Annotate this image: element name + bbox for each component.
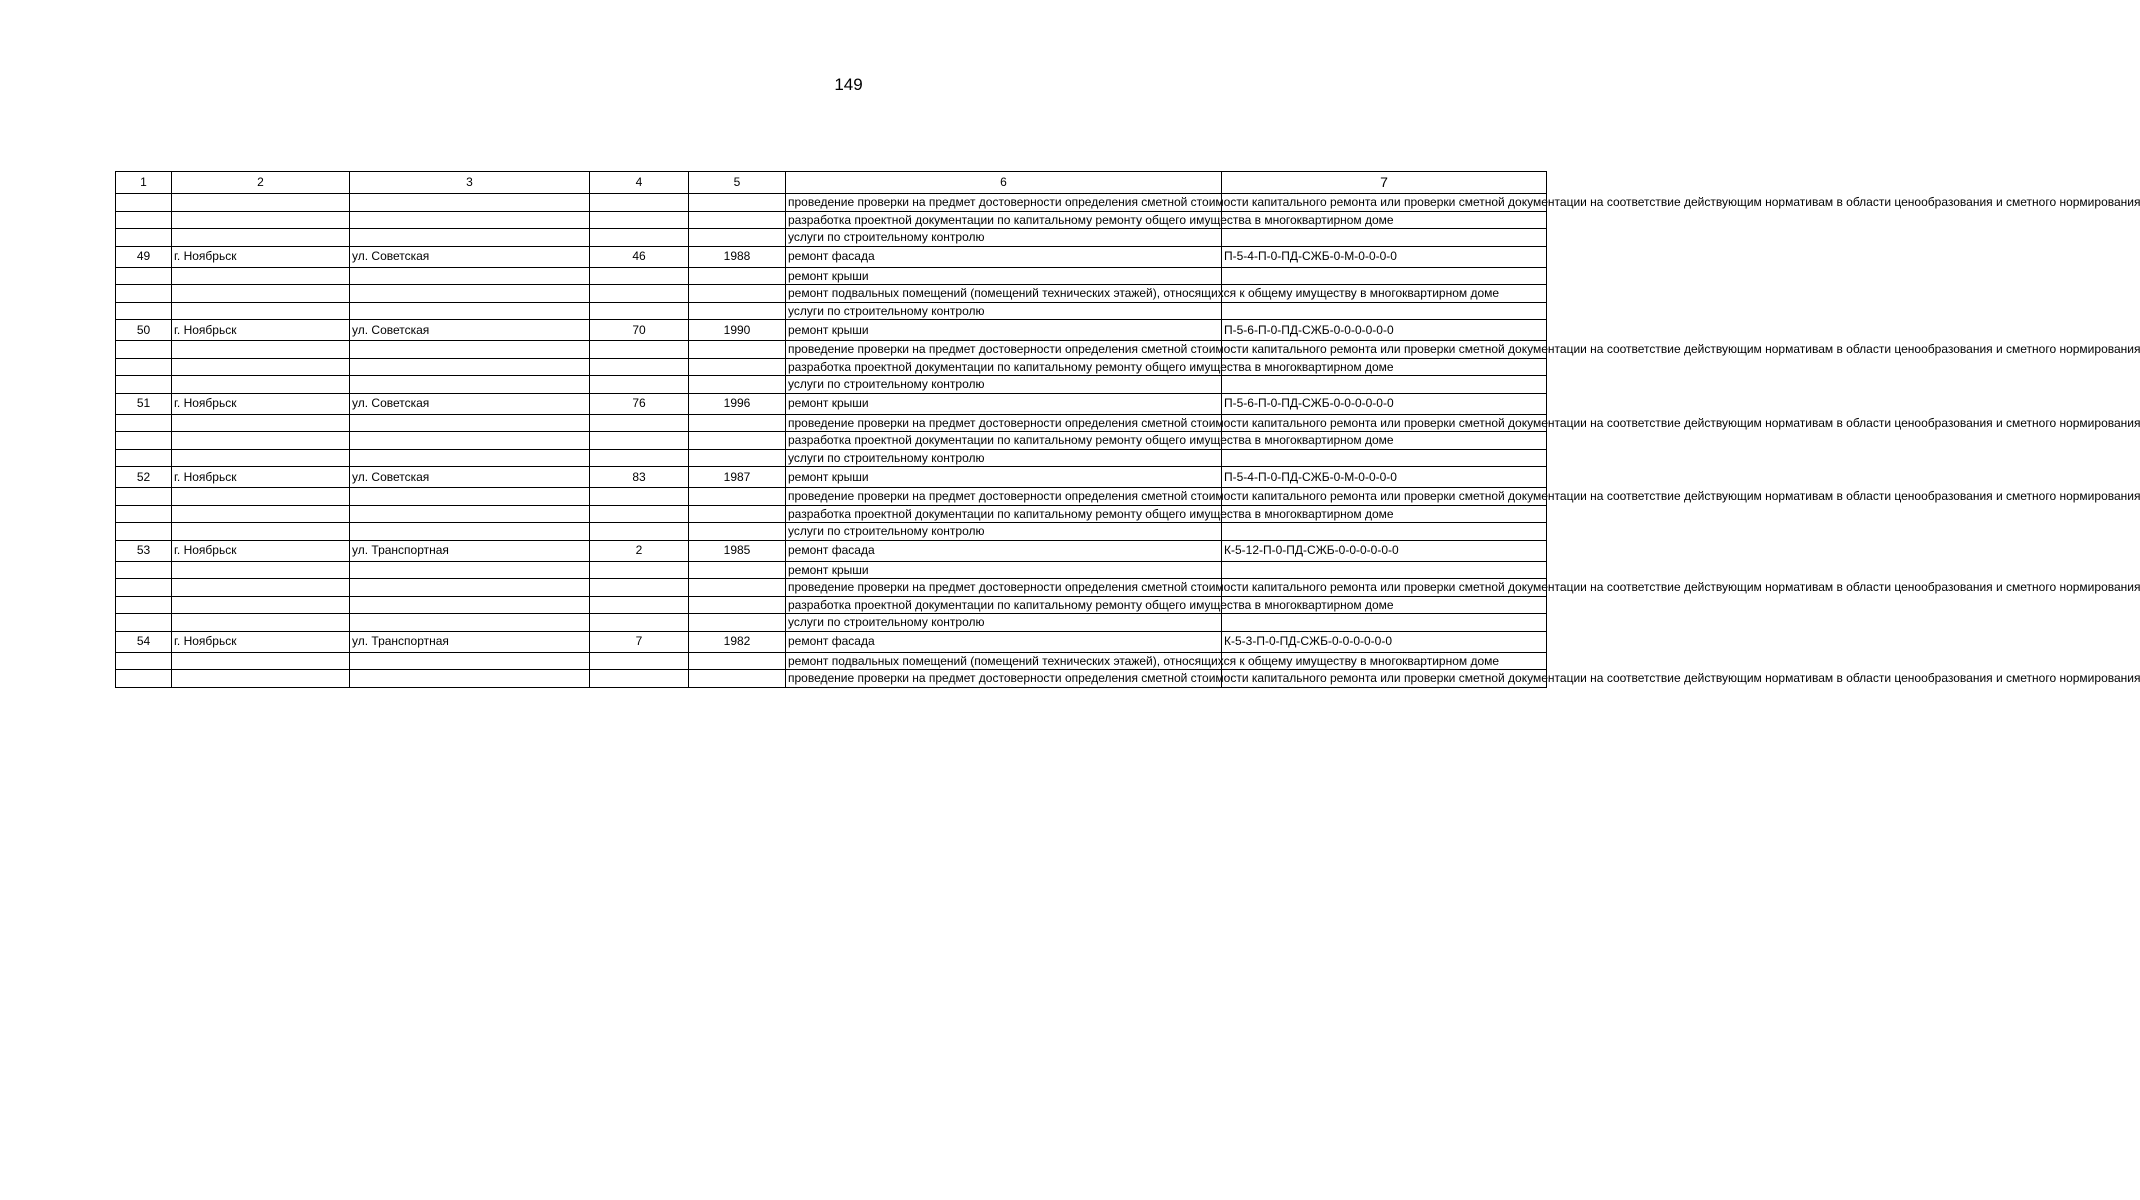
street-cell: [350, 505, 590, 523]
building-code-cell: П-5-4-П-0-ПД-СЖБ-0-М-0-0-0-0: [1222, 467, 1547, 488]
build-year-cell: 1988: [689, 246, 786, 267]
city-cell: [172, 670, 350, 688]
row-number-cell: [116, 670, 172, 688]
city-cell: [172, 614, 350, 632]
build-year-cell: [689, 211, 786, 229]
row-number-cell: [116, 652, 172, 670]
table-body: [116, 194, 2140, 688]
house-number-cell: [590, 488, 689, 506]
city-cell: [172, 267, 350, 285]
building-code-cell: [1222, 614, 1547, 632]
house-number-cell: [590, 376, 689, 394]
row-number-cell: 53: [116, 540, 172, 561]
house-number-cell: [590, 267, 689, 285]
city-cell: г. Ноябрьск: [172, 320, 350, 341]
column-header-3: 3: [350, 172, 590, 194]
row-number-cell: 54: [116, 631, 172, 652]
work-type-cell: проведение проверки на предмет достоверности определения сметной стоимости капитального ремонта или проверки сметной документации на соответствие действующим нормативам в области ценообразования и сметного нормирования: [786, 414, 1222, 432]
city-cell: [172, 414, 350, 432]
street-cell: [350, 670, 590, 688]
table-row: [116, 393, 1547, 414]
header-row: [116, 172, 1547, 194]
work-type-cell: проведение проверки на предмет достоверности определения сметной стоимости капитального ремонта или проверки сметной документации на соответствие действующим нормативам в области ценообразования и сметного нормирования: [786, 670, 1222, 688]
column-header-7: 7: [1222, 172, 1547, 194]
column-header-1: 1: [116, 172, 172, 194]
street-cell: [350, 229, 590, 247]
row-number-cell: [116, 376, 172, 394]
work-type-cell: ремонт крыши: [786, 267, 1222, 285]
table-row: [116, 229, 1547, 247]
build-year-cell: 1987: [689, 467, 786, 488]
table-row: [116, 505, 1547, 523]
work-type-cell: проведение проверки на предмет достоверности определения сметной стоимости капитального ремонта или проверки сметной документации на соответствие действующим нормативам в области ценообразования и сметного нормирования: [786, 341, 1222, 359]
building-code-cell: [1222, 376, 1547, 394]
house-number-cell: 83: [590, 467, 689, 488]
row-number-cell: [116, 302, 172, 320]
row-number-cell: [116, 229, 172, 247]
build-year-cell: 1996: [689, 393, 786, 414]
table-row: [116, 302, 1547, 320]
work-type-cell: ремонт фасада: [786, 246, 1222, 267]
city-cell: [172, 341, 350, 359]
house-number-cell: [590, 358, 689, 376]
street-cell: [350, 376, 590, 394]
work-type-cell: разработка проектной документации по капитальному ремонту общего имущества в многоквартирном доме: [786, 432, 1222, 450]
house-number-cell: [590, 432, 689, 450]
house-number-cell: [590, 523, 689, 541]
street-cell: ул. Советская: [350, 467, 590, 488]
row-number-cell: 49: [116, 246, 172, 267]
work-type-cell: ремонт крыши: [786, 561, 1222, 579]
work-type-cell: услуги по строительному контролю: [786, 449, 1222, 467]
street-cell: [350, 652, 590, 670]
build-year-cell: [689, 376, 786, 394]
street-cell: ул. Советская: [350, 320, 590, 341]
city-cell: [172, 432, 350, 450]
work-type-cell: ремонт крыши: [786, 320, 1222, 341]
house-number-cell: [590, 211, 689, 229]
street-cell: ул. Советская: [350, 393, 590, 414]
city-cell: [172, 376, 350, 394]
work-type-cell: услуги по строительному контролю: [786, 523, 1222, 541]
house-number-cell: [590, 285, 689, 303]
page-number: 149: [834, 75, 863, 94]
table-row: [116, 596, 1547, 614]
work-type-cell: услуги по строительному контролю: [786, 229, 1222, 247]
building-code-cell: [1222, 267, 1547, 285]
table-row: [116, 358, 1547, 376]
house-number-cell: 2: [590, 540, 689, 561]
city-cell: [172, 596, 350, 614]
house-number-cell: [590, 414, 689, 432]
table-row: [116, 376, 1547, 394]
build-year-cell: [689, 302, 786, 320]
build-year-cell: [689, 194, 786, 212]
build-year-cell: [689, 579, 786, 597]
row-number-cell: [116, 267, 172, 285]
city-cell: [172, 358, 350, 376]
table-row: [116, 432, 1547, 450]
house-number-cell: 46: [590, 246, 689, 267]
work-type-cell: разработка проектной документации по капитальному ремонту общего имущества в многоквартирном доме: [786, 358, 1222, 376]
city-cell: [172, 488, 350, 506]
table-row: [116, 652, 1547, 670]
city-cell: [172, 579, 350, 597]
row-number-cell: [116, 614, 172, 632]
column-header-5: 5: [689, 172, 786, 194]
table-row: [116, 414, 1547, 432]
city-cell: [172, 194, 350, 212]
build-year-cell: [689, 432, 786, 450]
house-number-cell: [590, 652, 689, 670]
house-number-cell: [590, 194, 689, 212]
row-number-cell: [116, 579, 172, 597]
city-cell: г. Ноябрьск: [172, 467, 350, 488]
house-number-cell: [590, 561, 689, 579]
building-code-cell: П-5-4-П-0-ПД-СЖБ-0-М-0-0-0-0: [1222, 246, 1547, 267]
row-number-cell: 50: [116, 320, 172, 341]
city-cell: [172, 505, 350, 523]
work-type-cell: ремонт подвальных помещений (помещений технических этажей), относящихся к общему имуществу в многоквартирном доме: [786, 652, 1222, 670]
table-row: [116, 449, 1547, 467]
house-number-cell: [590, 229, 689, 247]
table-row: [116, 670, 1547, 688]
street-cell: [350, 302, 590, 320]
city-cell: [172, 652, 350, 670]
table-row: [116, 488, 1547, 506]
table-row: [116, 523, 1547, 541]
house-number-cell: [590, 505, 689, 523]
street-cell: [350, 358, 590, 376]
house-number-cell: [590, 341, 689, 359]
table-row: [116, 540, 1547, 561]
city-cell: [172, 561, 350, 579]
row-number-cell: [116, 285, 172, 303]
street-cell: [350, 449, 590, 467]
street-cell: [350, 341, 590, 359]
table-header: [116, 172, 1547, 194]
row-number-cell: [116, 211, 172, 229]
row-number-cell: [116, 341, 172, 359]
table-row: [116, 320, 1547, 341]
street-cell: [350, 579, 590, 597]
capital-repair-table: [115, 171, 2140, 688]
table-row: [116, 561, 1547, 579]
table-row: [116, 194, 1547, 212]
city-cell: [172, 449, 350, 467]
house-number-cell: [590, 302, 689, 320]
build-year-cell: [689, 449, 786, 467]
building-code-cell: [1222, 229, 1547, 247]
row-number-cell: [116, 523, 172, 541]
house-number-cell: [590, 614, 689, 632]
building-code-cell: [1222, 302, 1547, 320]
street-cell: [350, 414, 590, 432]
house-number-cell: [590, 449, 689, 467]
row-number-cell: [116, 596, 172, 614]
street-cell: [350, 285, 590, 303]
row-number-cell: [116, 432, 172, 450]
row-number-cell: [116, 561, 172, 579]
build-year-cell: [689, 505, 786, 523]
work-type-cell: разработка проектной документации по капитальному ремонту общего имущества в многоквартирном доме: [786, 596, 1222, 614]
house-number-cell: 7: [590, 631, 689, 652]
build-year-cell: [689, 341, 786, 359]
build-year-cell: [689, 614, 786, 632]
building-code-cell: [1222, 561, 1547, 579]
street-cell: [350, 211, 590, 229]
house-number-cell: [590, 579, 689, 597]
work-type-cell: проведение проверки на предмет достоверности определения сметной стоимости капитального ремонта или проверки сметной документации на соответствие действующим нормативам в области ценообразования и сметного нормирования: [786, 488, 1222, 506]
table-row: [116, 285, 1547, 303]
work-type-cell: ремонт фасада: [786, 631, 1222, 652]
building-code-cell: П-5-6-П-0-ПД-СЖБ-0-0-0-0-0-0: [1222, 393, 1547, 414]
build-year-cell: 1990: [689, 320, 786, 341]
street-cell: ул. Транспортная: [350, 631, 590, 652]
build-year-cell: [689, 358, 786, 376]
street-cell: [350, 194, 590, 212]
work-type-cell: ремонт подвальных помещений (помещений технических этажей), относящихся к общему имуществу в многоквартирном доме: [786, 285, 1222, 303]
column-header-4: 4: [590, 172, 689, 194]
building-code-cell: [1222, 449, 1547, 467]
work-type-cell: ремонт фасада: [786, 540, 1222, 561]
street-cell: [350, 267, 590, 285]
building-code-cell: К-5-12-П-0-ПД-СЖБ-0-0-0-0-0-0: [1222, 540, 1547, 561]
work-type-cell: услуги по строительному контролю: [786, 376, 1222, 394]
building-code-cell: П-5-6-П-0-ПД-СЖБ-0-0-0-0-0-0: [1222, 320, 1547, 341]
build-year-cell: [689, 414, 786, 432]
row-number-cell: [116, 358, 172, 376]
column-header-6: 6: [786, 172, 1222, 194]
street-cell: [350, 596, 590, 614]
build-year-cell: [689, 670, 786, 688]
build-year-cell: 1982: [689, 631, 786, 652]
work-type-cell: проведение проверки на предмет достоверности определения сметной стоимости капитального ремонта или проверки сметной документации на соответствие действующим нормативам в области ценообразования и сметного нормирования: [786, 579, 1222, 597]
house-number-cell: [590, 596, 689, 614]
table-row: [116, 211, 1547, 229]
city-cell: [172, 229, 350, 247]
city-cell: г. Ноябрьск: [172, 631, 350, 652]
row-number-cell: [116, 414, 172, 432]
street-cell: ул. Транспортная: [350, 540, 590, 561]
build-year-cell: [689, 488, 786, 506]
city-cell: [172, 302, 350, 320]
work-type-cell: разработка проектной документации по капитальному ремонту общего имущества в многоквартирном доме: [786, 505, 1222, 523]
build-year-cell: [689, 285, 786, 303]
work-type-cell: ремонт крыши: [786, 393, 1222, 414]
column-header-2: 2: [172, 172, 350, 194]
street-cell: [350, 488, 590, 506]
building-code-cell: [1222, 523, 1547, 541]
work-type-cell: услуги по строительному контролю: [786, 302, 1222, 320]
house-number-cell: 76: [590, 393, 689, 414]
build-year-cell: [689, 652, 786, 670]
city-cell: [172, 211, 350, 229]
street-cell: ул. Советская: [350, 246, 590, 267]
city-cell: [172, 285, 350, 303]
house-number-cell: 70: [590, 320, 689, 341]
street-cell: [350, 614, 590, 632]
table-row: [116, 267, 1547, 285]
build-year-cell: [689, 523, 786, 541]
table-row: [116, 631, 1547, 652]
build-year-cell: [689, 561, 786, 579]
row-number-cell: 52: [116, 467, 172, 488]
row-number-cell: [116, 194, 172, 212]
row-number-cell: [116, 449, 172, 467]
street-cell: [350, 523, 590, 541]
build-year-cell: [689, 229, 786, 247]
table-row: [116, 467, 1547, 488]
work-type-cell: разработка проектной документации по капитальному ремонту общего имущества в многоквартирном доме: [786, 211, 1222, 229]
city-cell: г. Ноябрьск: [172, 393, 350, 414]
row-number-cell: 51: [116, 393, 172, 414]
work-type-cell: услуги по строительному контролю: [786, 614, 1222, 632]
row-number-cell: [116, 488, 172, 506]
build-year-cell: [689, 267, 786, 285]
work-type-cell: ремонт крыши: [786, 467, 1222, 488]
table-row: [116, 341, 1547, 359]
street-cell: [350, 561, 590, 579]
table-row: [116, 614, 1547, 632]
row-number-cell: [116, 505, 172, 523]
city-cell: г. Ноябрьск: [172, 540, 350, 561]
table-row: [116, 246, 1547, 267]
building-code-cell: К-5-3-П-0-ПД-СЖБ-0-0-0-0-0-0: [1222, 631, 1547, 652]
work-type-cell: проведение проверки на предмет достоверности определения сметной стоимости капитального ремонта или проверки сметной документации на соответствие действующим нормативам в области ценообразования и сметного нормирования: [786, 194, 1222, 212]
table-row: [116, 579, 1547, 597]
city-cell: г. Ноябрьск: [172, 246, 350, 267]
build-year-cell: [689, 596, 786, 614]
street-cell: [350, 432, 590, 450]
house-number-cell: [590, 670, 689, 688]
city-cell: [172, 523, 350, 541]
build-year-cell: 1985: [689, 540, 786, 561]
